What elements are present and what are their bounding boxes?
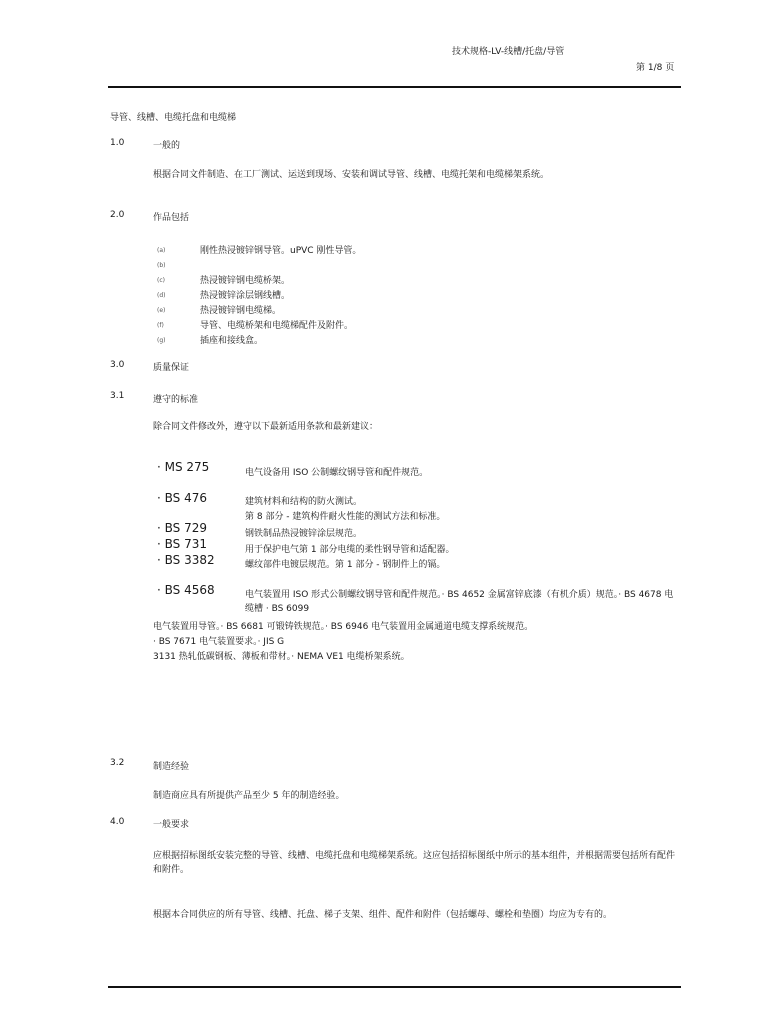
header-doc-title: 技术规格-LV-线槽/托盘/导管	[452, 47, 565, 57]
section-4-paragraph-2: 根据本合同供应的所有导管、线槽、托盘、梯子支架、组件、配件和附件（包括螺母、螺栓和垫圈）均应为专有的。	[153, 910, 613, 920]
section-3-2-heading: 制造经验	[153, 762, 190, 772]
list-item-marker: (b)	[157, 262, 166, 269]
document-title: 导管、线槽、电缆托盘和电缆梯	[110, 113, 237, 123]
list-item-text: 导管、电缆桥架和电缆梯配件及附件。	[200, 321, 354, 331]
list-item-text: 热浸镀锌钢电缆桥架。	[200, 276, 291, 286]
section-3-heading: 质量保证	[153, 363, 190, 373]
list-item-text: 刚性热浸镀锌钢导管。uPVC 刚性导管。	[200, 246, 362, 256]
section-2-number: 2.0	[110, 210, 125, 220]
footer-rule	[108, 986, 681, 988]
section-3-1-heading: 遵守的标准	[153, 395, 199, 405]
section-2-heading: 作品包括	[153, 213, 190, 223]
section-3-2-text: 制造商应具有所提供产品至少 5 年的制造经验。	[153, 791, 345, 801]
standard-code: · MS 275	[157, 460, 210, 474]
standard-description: 螺纹部件电镀层规范。第 1 部分 - 钢制件上的镉。	[245, 560, 446, 570]
standard-description: 第 8 部分 - 建筑构件耐火性能的测试方法和标准。	[245, 512, 446, 522]
standard-description: 电气装置用 ISO 形式公制螺纹钢导管和配件规范。· BS 4652 金属富锌底漆（有机介质）规范。· BS 4678 电缆槽 · BS 6099	[245, 590, 674, 614]
list-item-marker: (c)	[157, 277, 165, 284]
standards-continuation-line: · BS 7671 电气装置要求。· JIS G	[153, 637, 285, 647]
list-item-marker: (d)	[157, 292, 166, 299]
standard-description: 钢铁制品热浸镀锌涂层规范。	[245, 529, 363, 539]
section-3-1-number: 3.1	[110, 391, 125, 401]
standard-description: 建筑材料和结构的防火测试。	[245, 497, 363, 507]
header-rule	[108, 86, 681, 88]
list-item-marker: (g)	[157, 337, 166, 344]
standard-code: · BS 731	[157, 537, 207, 551]
section-3-2-number: 3.2	[110, 758, 125, 768]
list-item-text: 热浸镀锌涂层钢线槽。	[200, 291, 291, 301]
section-1-heading: 一般的	[153, 141, 181, 151]
standard-code: · BS 4568	[157, 583, 215, 597]
standard-description: 用于保护电气第 1 部分电缆的柔性钢导管和适配器。	[245, 545, 455, 555]
list-item-marker: (e)	[157, 307, 166, 314]
section-4-number: 4.0	[110, 817, 125, 827]
section-3-1-intro: 除合同文件修改外，遵守以下最新适用条款和最新建议：	[153, 422, 379, 432]
list-item-text: 热浸镀锌钢电缆梯。	[200, 306, 282, 316]
standard-description: 电气设备用 ISO 公制螺纹钢导管和配件规范。	[245, 468, 429, 478]
list-item-marker: (f)	[157, 322, 164, 329]
standard-code: · BS 729	[157, 521, 207, 535]
section-4-heading: 一般要求	[153, 820, 190, 830]
section-3-number: 3.0	[110, 360, 125, 370]
section-4-paragraph-1: 应根据招标图纸安装完整的导管、线槽、电缆托盘和电缆梯架系统。这应包括招标图纸中所示的基本组件，并根据需要包括所有配件和附件。	[153, 851, 676, 875]
header-page-number: 第 1/8 页	[636, 63, 675, 73]
standard-code: · BS 476	[157, 491, 207, 505]
list-item-marker: (a)	[157, 247, 166, 254]
standards-continuation-line: 3131 热轧低碳钢板、薄板和带材。· NEMA VE1 电缆桥架系统。	[153, 652, 410, 662]
section-1-number: 1.0	[110, 138, 125, 148]
standards-continuation-line: 电气装置用导管。· BS 6681 可锻铸铁规范。· BS 6946 电气装置用金属通道电缆支撑系统规范。	[153, 622, 534, 632]
list-item-text: 插座和接线盒。	[200, 336, 264, 346]
standard-code: · BS 3382	[157, 553, 215, 567]
section-1-text: 根据合同文件制造、在工厂测试、运送到现场、安装和调试导管、线槽、电缆托架和电缆梯架系统。	[153, 170, 550, 180]
